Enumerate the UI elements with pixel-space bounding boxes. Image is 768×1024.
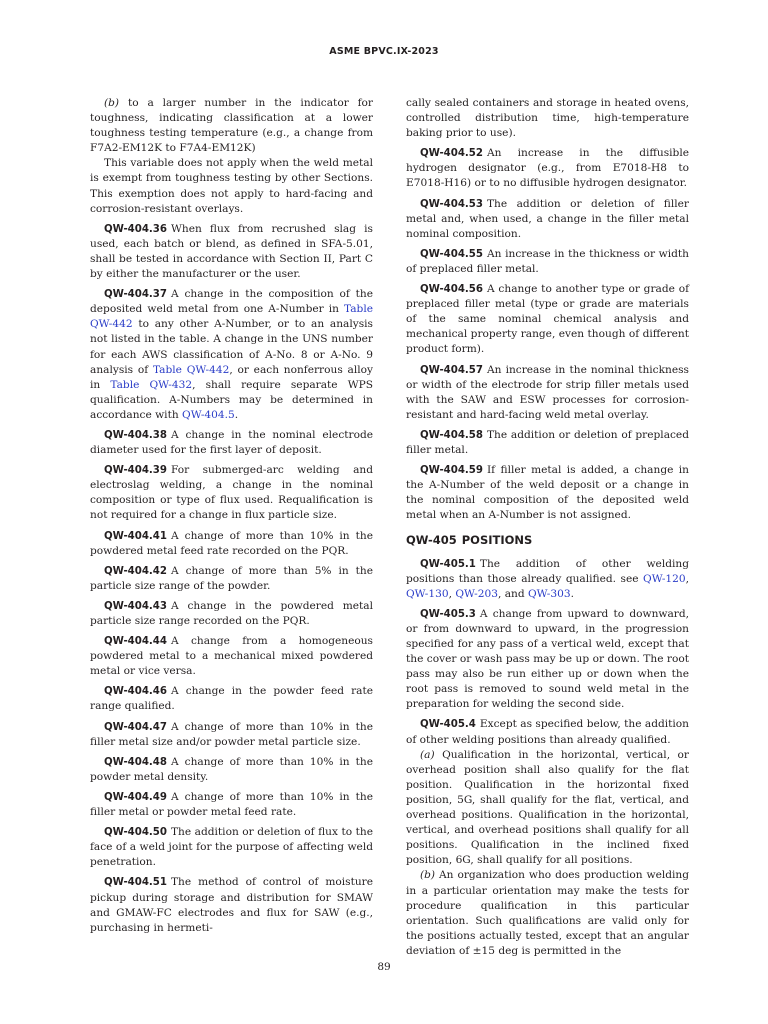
section-title: POSITIONS <box>461 533 533 548</box>
paragraph-text: A change of more than 5% in the particle size range of the powder. <box>90 564 373 592</box>
paragraph-qw-404-43 <box>90 599 373 629</box>
paragraph-text: The method of control of moisture pickup during storage and distribution for SMAW and GMAW-FC electrodes and flux for SAW (e.g., purchasing in hermeti- <box>90 876 373 934</box>
paragraph-qw-404-47 <box>90 720 373 750</box>
paragraph-text: Except as specified below, the addition of other welding positions than already qualified. <box>406 718 689 746</box>
section-heading-qw-405 <box>406 533 689 548</box>
separator: , <box>448 587 456 600</box>
paragraph-qw-405-1 <box>406 557 689 602</box>
left-column <box>90 96 373 941</box>
link-qw-130[interactable]: QW-130 <box>406 587 449 600</box>
paragraph-qw-404-37 <box>90 287 373 423</box>
paragraph-text: The addition or deletion of filler metal and, when used, a change in the filler metal nominal composition. <box>406 197 689 240</box>
paragraph-qw-404-51 <box>90 875 373 935</box>
paragraph-qw-404-52 <box>406 146 689 191</box>
paragraph-text: A change in the composition of the deposited weld metal from one A-Number in <box>90 288 373 316</box>
paragraph-text: A change in the nominal electrode diameter used for the first layer of deposit. <box>90 428 373 457</box>
list-marker: (b) <box>104 97 120 109</box>
paragraph-text: An organization who does production welding in a particular orientation may make the tests for procedure qualification in this particular orientation. Such qualifications are valid only for the positions actually tested, except that an angular deviation of ±15 deg is permitted in the <box>406 869 690 957</box>
link-qw-404-5[interactable]: QW-404.5 <box>182 408 235 421</box>
paragraph-label: QW-405.4 <box>420 719 476 731</box>
paragraph-qw-404-56 <box>406 282 689 357</box>
paragraph-text: A change in the powdered metal particle size range recorded on the PQR. <box>90 599 373 627</box>
paragraph-text: Qualification in the horizontal, vertical, or overhead position shall also qualify for the flat position. Qualification in the horizontal fixed position, 5G, shall qualify for the flat, vertical, and overhead positions. Qualification in the horizontal, vertical, and overhead positions shall qualify for all positions. Qualification in the inclined fixed position, 6G, shall qualify for all positions. <box>406 748 689 867</box>
link-qw-203[interactable]: QW-203 <box>455 587 498 600</box>
paragraph-qw-404-50 <box>90 825 373 870</box>
paragraph-text: to any other A-Number, or to an analysis not listed in the table. A change in the UNS number for each AWS classification of A-No. 8 or A-No. 9 analysis of <box>90 318 373 376</box>
paragraph-qw-404-57 <box>406 363 689 423</box>
paragraph-label: QW-404.38 <box>104 429 167 441</box>
paragraph-label: QW-404.56 <box>420 284 483 296</box>
paragraph-label: QW-405.1 <box>420 558 476 570</box>
page-number: 89 <box>377 961 391 973</box>
running-header: ASME BPVC.IX-2023 <box>329 46 439 57</box>
paragraph-label: QW-404.52 <box>420 148 483 160</box>
paragraph-qw-404-39 <box>90 463 373 523</box>
paragraph-text: A change from a homogeneous powdered metal to a mechanical mixed powdered metal or vice versa. <box>90 635 373 678</box>
paragraph-text: . <box>234 408 239 421</box>
separator: , <box>685 572 689 585</box>
paragraph-label: QW-404.37 <box>104 289 167 301</box>
paragraph-qw-404-36 <box>90 222 373 282</box>
paragraph-text: For submerged-arc welding and electroslag welding, a change in the nominal composition or type of flux used. Requalification is not required for a change in flux particle size. <box>90 464 373 522</box>
paragraph-text: , or each nonferrous alloy in <box>90 363 373 391</box>
paragraph-label: QW-404.59 <box>420 465 483 477</box>
paragraph-qw-404-42 <box>90 564 373 594</box>
paragraph-label: QW-404.58 <box>420 429 483 441</box>
link-table-qw-432[interactable]: Table QW-432 <box>110 378 193 391</box>
paragraph-text: A change from upward to downward, or from downward to upward, in the progression specified for any pass of a vertical weld, except that the cover or wash pass may be up or down. The root pass may also be run either up or down when the root pass is removed to sound weld metal in the preparation for welding the second side. <box>406 607 689 711</box>
paragraph-label: QW-404.48 <box>104 756 167 768</box>
paragraph-label: QW-404.44 <box>104 636 167 648</box>
paragraph-label: QW-404.39 <box>104 465 167 477</box>
exemption-note: This variable does not apply when the weld metal is exempt from toughness testing by other Sections. This exemption does not apply to hard-facing and corrosion-resistant overlays. <box>90 157 373 215</box>
paragraph-text: An increase in the thickness or width of preplaced filler metal. <box>406 247 689 275</box>
paragraph-label: QW-404.51 <box>104 877 167 889</box>
paragraph-qw-404-38 <box>90 428 373 458</box>
list-marker: (b) <box>420 869 436 882</box>
paragraph-text: A change of more than 10% in the filler metal or powder metal feed rate. <box>90 790 373 819</box>
separator: . <box>570 587 574 600</box>
paragraph-label: QW-405.3 <box>420 608 476 620</box>
paragraph-label: QW-404.42 <box>104 565 167 577</box>
paragraph-text: A change in the powder feed rate range qualified. <box>90 685 373 713</box>
paragraph-label: QW-404.55 <box>420 248 483 260</box>
paragraph-text: The addition or deletion of preplaced filler metal. <box>406 428 689 456</box>
paragraph-label: QW-404.43 <box>104 600 167 612</box>
paragraph-qw-405-3 <box>406 607 689 713</box>
paragraph-label: QW-404.36 <box>104 223 167 235</box>
link-table-qw-442-2[interactable]: Table QW-442 <box>152 363 230 376</box>
paragraph-qw-404-53 <box>406 197 689 242</box>
section-number: QW-405 <box>406 533 457 548</box>
paragraph-b-toughness <box>90 96 373 156</box>
paragraph-text: A change of more than 10% in the filler metal size and/or powder metal particle size. <box>90 720 373 748</box>
paragraph-label: QW-404.41 <box>104 530 167 542</box>
paragraph-text: A change of more than 10% in the powdered metal feed rate recorded on the PQR. <box>90 529 373 557</box>
paragraph-label: QW-404.50 <box>104 827 167 839</box>
paragraph-text: The addition of other welding positions than those already qualified. see <box>406 557 689 585</box>
paragraph-qw-404-49 <box>90 790 373 820</box>
paragraph-qw-404-48 <box>90 755 373 785</box>
link-table-qw-442[interactable]: Table QW-442 <box>90 303 373 331</box>
right-column <box>406 96 689 959</box>
paragraph-continuation: cally sealed containers and storage in heated ovens, controlled distribution time, high-temperature baking prior to use). <box>406 97 689 140</box>
paragraph-text: A change of more than 10% in the powder metal density. <box>90 755 373 783</box>
paragraph-qw-405-4-b <box>406 868 689 959</box>
paragraph-text: The addition or deletion of flux to the face of a weld joint for the purpose of affecting weld penetration. <box>90 826 373 869</box>
paragraph-text: An increase in the nominal thickness or width of the electrode for strip filler metals used with the SAW and ESW processes for corrosion-resistant and hard-facing weld metal overlay. <box>406 363 689 421</box>
paragraph-text: A change to another type or grade of preplaced filler metal (type or grade are materials of the same nominal chemical analysis and mechanical property range, even though of different product form). <box>406 283 689 356</box>
paragraph-qw-404-55 <box>406 247 689 277</box>
link-qw-120[interactable]: QW-120 <box>643 572 686 585</box>
paragraph-text: , shall require separate WPS qualification. A-Numbers may be determined in accordance with <box>90 378 373 421</box>
paragraph-qw-404-59 <box>406 463 689 523</box>
paragraph-label: QW-404.53 <box>420 198 483 210</box>
list-marker: (a) <box>420 748 435 761</box>
link-qw-303[interactable]: QW-303 <box>528 587 571 600</box>
paragraph-label: QW-404.46 <box>104 686 167 698</box>
paragraph-text: When flux from recrushed slag is used, each batch or blend, as defined in SFA-5.01, shall be tested in accordance with Section II, Part C by either the manufacturer or the user. <box>90 222 373 281</box>
paragraph-qw-404-46 <box>90 684 373 714</box>
paragraph-label: QW-404.47 <box>104 721 167 733</box>
paragraph-text: An increase in the diffusible hydrogen designator (e.g., from E7018-H8 to E7018-H16) or to no diffusible hydrogen designator. <box>406 147 689 190</box>
paragraph-text: to a larger number in the indicator for toughness, indicating classification at a lower toughness testing temperature (e.g., a change from F7A2-EM12K to F7A4-EM12K) <box>90 97 373 155</box>
paragraph-label: QW-404.49 <box>104 791 167 803</box>
paragraph-label: QW-404.57 <box>420 364 483 376</box>
paragraph-qw-404-41 <box>90 529 373 559</box>
paragraph-qw-404-44 <box>90 634 373 679</box>
paragraph-qw-404-58 <box>406 428 689 458</box>
paragraph-qw-405-4-a <box>406 748 689 869</box>
paragraph-text: If filler metal is added, a change in the A-Number of the weld deposit or a change in the nominal composition of the deposited weld metal when an A-Number is not assigned. <box>406 464 689 522</box>
separator: , and <box>497 587 528 600</box>
paragraph-qw-405-4 <box>406 717 689 747</box>
